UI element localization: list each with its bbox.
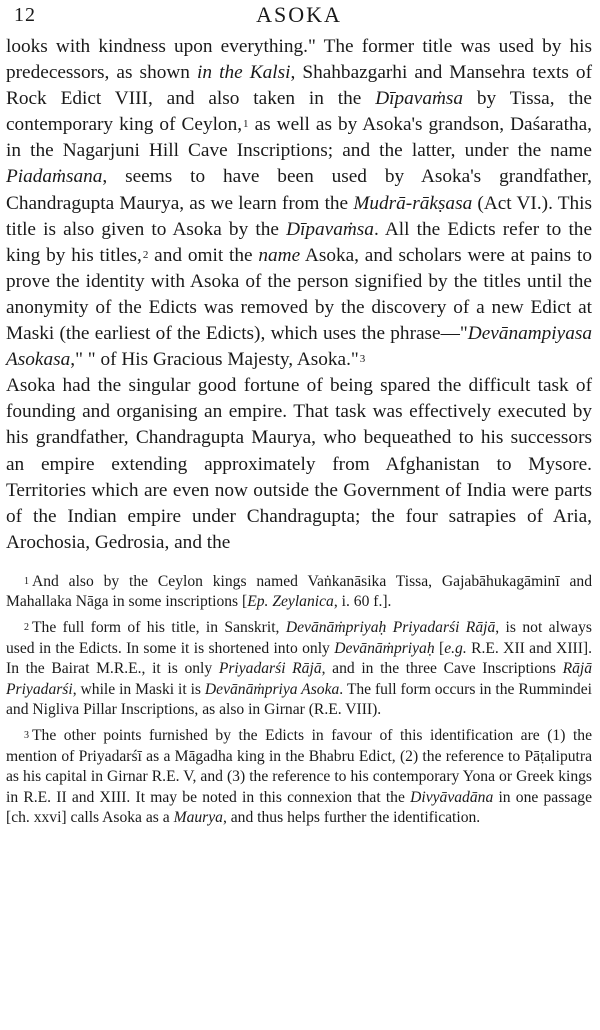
footnote-marker: 3 bbox=[359, 353, 366, 366]
text-run: and omit the bbox=[148, 244, 259, 266]
paragraph bbox=[6, 34, 592, 373]
text-run: by Tissa, the contemporary king of Ceylon, bbox=[6, 88, 592, 136]
text-run: , is not always used in the Edicts. In some it is shortened into only bbox=[6, 619, 592, 657]
text-run: looks with kindness upon everything." The former title was used by his predecessors, as shown bbox=[6, 36, 592, 84]
italic-term: Maurya bbox=[173, 809, 223, 827]
italic-term: Devānampiyasa Asokasa bbox=[6, 323, 592, 371]
italic-term: Rājā Priyadarśi bbox=[6, 660, 593, 698]
italic-term: Devānāṁpriyaḥ Priyadarśi Rājā bbox=[285, 619, 496, 637]
text-run: , Shahbazgarhi and Mansehra texts of Rock Edict VIII, and also taken in the bbox=[6, 62, 592, 110]
text-run: R.E. XII and XIII]. In the Bairat M.R.E., it is only bbox=[6, 639, 592, 678]
text-run: , and thus helps further the identification. bbox=[222, 809, 481, 827]
text-run: The full form of his title, in Sanskrit, bbox=[32, 619, 286, 637]
italic-term: Priyadarśi Rājā bbox=[218, 660, 322, 678]
book-title: Dīpavaṁsa bbox=[375, 88, 464, 110]
main-text bbox=[6, 34, 592, 556]
italic-term: e.g. bbox=[444, 639, 467, 657]
footnotes bbox=[6, 572, 592, 829]
text-run: in one passage [ch. xxvi] calls Asoka as a bbox=[6, 788, 592, 827]
book-title: Dīpavaṁsa bbox=[286, 218, 374, 240]
page-number: 12 bbox=[14, 4, 36, 26]
footnote-marker: 1 bbox=[243, 118, 249, 131]
text-run: , and in the three Cave Inscriptions bbox=[321, 660, 563, 678]
italic-term: name bbox=[258, 244, 301, 266]
italic-term: Devānāṁpriyaḥ bbox=[334, 639, 435, 657]
footnote-number: 1 bbox=[24, 575, 29, 587]
text-run: . The full form occurs in the Rummindei and Nigliva Pillar Inscriptions, as also in Girnar (R.E. VIII). bbox=[6, 680, 592, 719]
footnote-marker: 2 bbox=[142, 248, 149, 261]
text-run: [ bbox=[434, 639, 445, 657]
italic-term: Ep. Zeylanica bbox=[247, 593, 334, 611]
footnote bbox=[6, 618, 592, 721]
text-run: (Act VI.). This title is also given to Asoka by the bbox=[6, 192, 593, 240]
text-run: , while in Maski it is bbox=[72, 680, 205, 698]
text-run: . All the Edicts refer to the king by his titles, bbox=[6, 218, 592, 266]
paragraph: Asoka had the singular good fortune of being spared the difficult task of founding and organising an empire. That task was effectively executed by his grandfather, Chandragupta Maurya, who bequeathed to his successors an empire extending approximately from Afghanistan to Mysore. Territories which are even now outside the Government of India were parts of the Indian empire under Chandragupta; the four satrapies of Aria, Arochosia, Gedrosia, and the bbox=[6, 375, 592, 553]
text-run: as well as by Asoka's grandson, Daśaratha, in the Nagarjuni Hill Cave Inscriptions; and the latter, under the name bbox=[6, 114, 592, 162]
text-run: , i. 60 f.]. bbox=[333, 593, 392, 611]
italic-term: Devānāṁpriya Asoka bbox=[204, 680, 340, 698]
footnote bbox=[6, 726, 592, 829]
text-run: ," " of His Gracious Majesty, Asoka." bbox=[70, 349, 359, 371]
book-title: Divyāvadāna bbox=[410, 788, 494, 806]
text-run: Asoka, and scholars were at pains to prove the identity with Asoka of the person signified by the titles until the anonymity of the Edicts was removed by the discovery of a new Edict at Maski (the earliest of the Edicts), which uses the phrase—" bbox=[6, 244, 592, 345]
text-run: And also by the Ceylon kings named Vaṅkanāsika Tissa, Gajabāhukagāminī and Mahallaka Nāga in some inscriptions [ bbox=[6, 572, 592, 611]
text-run: in the Kalsi bbox=[197, 62, 291, 84]
running-title: ASOKA bbox=[256, 2, 342, 27]
footnote-number: 2 bbox=[24, 622, 29, 634]
italic-term: Piadaṁsana bbox=[6, 166, 103, 188]
book-title: Mudrā-rākṣasa bbox=[353, 192, 473, 214]
text-run: The other points furnished by the Edicts in favour of this identification are (1) the mention of Priyadarśī as a Māgadha king in the Bhabru Edict, (2) the reference to Pāṭaliputra as his capital in Girnar R.E. V, and (3) the reference to his contemporary Yona or Greek kings in R.E. II and XIII. It may be noted in this connexion that the bbox=[6, 727, 592, 806]
footnote bbox=[6, 572, 592, 613]
page-header bbox=[6, 0, 592, 34]
text-run: , seems to have been used by Asoka's grandfather, Chandragupta Maurya, as we learn from the bbox=[6, 166, 592, 214]
footnote-number: 3 bbox=[24, 730, 29, 742]
